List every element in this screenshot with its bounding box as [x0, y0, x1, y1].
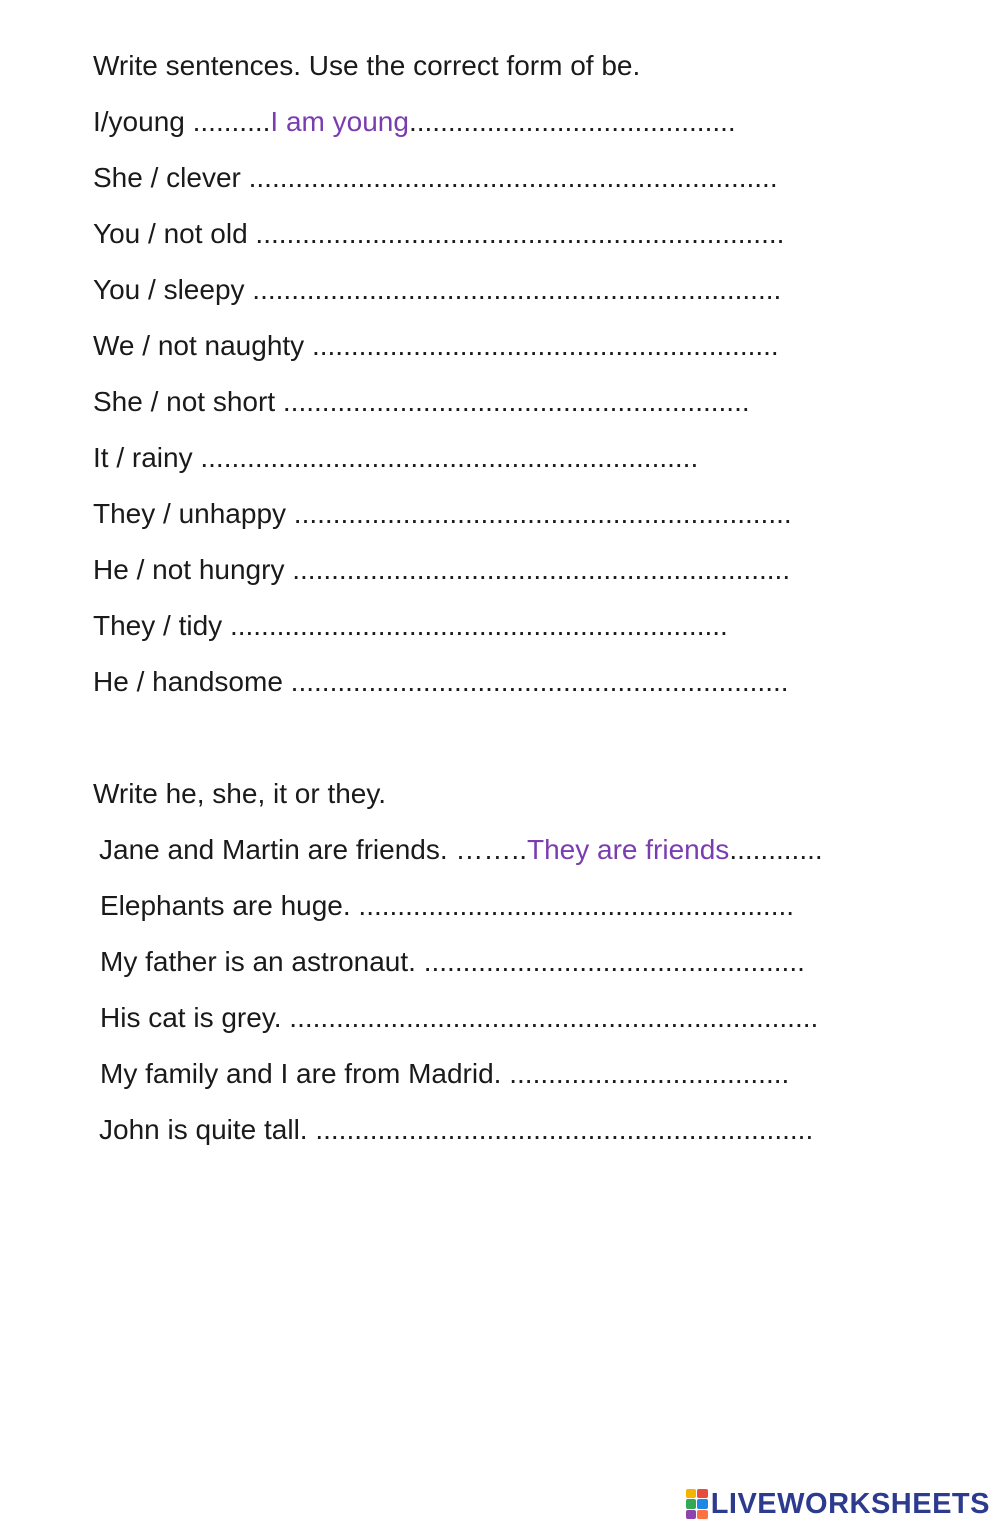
- exercise-prompt: We / not naughty ............................................................: [93, 330, 779, 361]
- exercise-prompt: His cat is grey. ....................................................................: [100, 1002, 819, 1033]
- exercise-prompt: He / not hungry ................................................................: [93, 554, 791, 585]
- exercise-line[interactable]: [93, 496, 792, 532]
- exercise-line[interactable]: [93, 664, 789, 700]
- exercise-line[interactable]: [93, 216, 784, 252]
- exercise-prompt: They / unhappy ................................................................: [93, 498, 792, 529]
- answer-dots: ..........................................: [408, 106, 736, 137]
- answer-text[interactable]: I am young: [270, 106, 409, 137]
- logo-block: [697, 1489, 708, 1498]
- liveworksheets-logo[interactable]: [686, 1486, 990, 1522]
- exercise-prompt: My family and I are from Madrid. ....................................: [100, 1058, 790, 1089]
- exercise-prompt: I/young ..........: [93, 106, 271, 137]
- logo-mark-icon: [686, 1489, 708, 1519]
- exercise-prompt: He / handsome ................................................................: [93, 666, 789, 697]
- exercise-prompt: You / not old ....................................................................: [93, 218, 785, 249]
- exercise-prompt: John is quite tall. ................................................................: [99, 1114, 814, 1145]
- exercise-prompt: They / tidy ................................................................: [93, 610, 728, 641]
- exercise-prompt: She / clever ....................................................................: [93, 162, 778, 193]
- logo-block: [686, 1499, 697, 1508]
- exercise-line: [99, 832, 823, 868]
- exercise-prompt: You / sleepy ....................................................................: [93, 274, 782, 305]
- logo-block: [697, 1499, 708, 1508]
- section1-instruction: Write sentences. Use the correct form of be.: [93, 50, 641, 81]
- exercise-prompt: It / rainy ................................................................: [93, 442, 699, 473]
- exercise-line[interactable]: [93, 160, 778, 196]
- exercise-line[interactable]: [100, 944, 805, 980]
- answer-text[interactable]: They are friends: [526, 834, 730, 865]
- exercise-prompt: Elephants are huge. ........................................................: [100, 890, 795, 921]
- answer-dots: ............: [729, 834, 823, 865]
- exercise-prompt: She / not short ............................................................: [93, 386, 750, 417]
- exercise-line[interactable]: [93, 384, 750, 420]
- logo-block: [686, 1489, 697, 1498]
- exercise-line[interactable]: [93, 552, 790, 588]
- exercise-line[interactable]: [93, 328, 779, 364]
- exercise-line[interactable]: [93, 608, 728, 644]
- exercise-line[interactable]: [100, 888, 794, 924]
- logo-block: [686, 1510, 697, 1519]
- exercise-prompt: Jane and Martin are friends. ……..: [99, 834, 527, 865]
- exercise-line[interactable]: [93, 440, 698, 476]
- section2-instruction: Write he, she, it or they.: [93, 778, 387, 809]
- exercise-line[interactable]: [99, 1112, 813, 1148]
- exercise-line: [93, 104, 736, 140]
- logo-block: [697, 1510, 708, 1519]
- logo-text: LIVEWORKSHEETS: [710, 1487, 990, 1520]
- exercise-prompt: My father is an astronaut. .................................................: [100, 946, 805, 977]
- exercise-line[interactable]: [93, 272, 781, 308]
- exercise-line[interactable]: [100, 1056, 789, 1092]
- exercise-line[interactable]: [100, 1000, 818, 1036]
